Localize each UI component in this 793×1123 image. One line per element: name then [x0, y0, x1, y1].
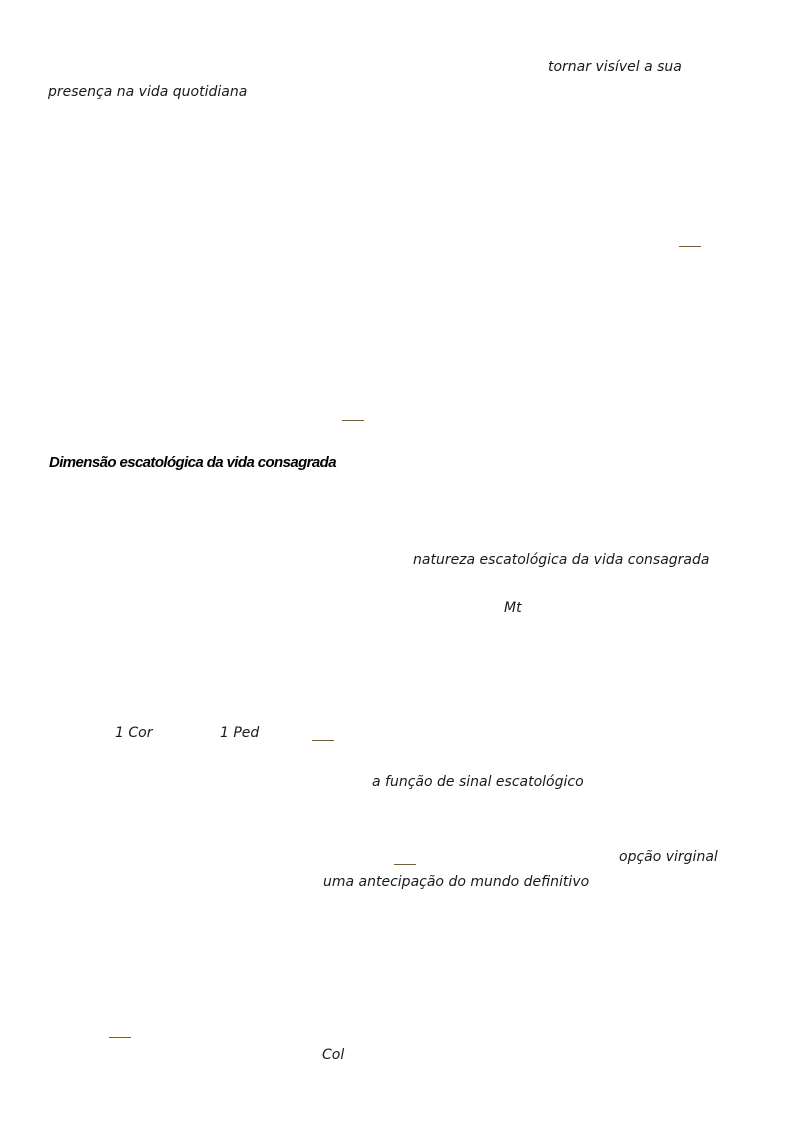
footnote-marker[interactable]	[109, 1037, 131, 1038]
footnote-marker[interactable]	[342, 420, 364, 421]
footnote-marker[interactable]	[312, 740, 334, 741]
section-heading: Dimensão escatológica da vida consagrada	[49, 454, 336, 471]
footnote-marker[interactable]	[679, 246, 701, 247]
italic-phrase-virginal-option: opção virginal	[619, 849, 718, 865]
italic-phrase-eschatological-sign: a função de sinal escatológico	[372, 774, 584, 790]
scripture-reference-1-cor: 1 Cor	[115, 725, 153, 741]
italic-phrase-daily-life: presença na vida quotidiana	[48, 84, 248, 100]
italic-phrase-visible-presence: tornar visível a sua	[548, 59, 682, 75]
italic-phrase-eschatological-nature: natureza escatológica da vida consagrada	[413, 552, 710, 568]
italic-phrase-anticipation: uma antecipação do mundo definitivo	[323, 874, 590, 890]
scripture-reference-col: Col	[322, 1047, 345, 1063]
scripture-reference-mt: Mt	[504, 600, 522, 616]
scripture-reference-1-ped: 1 Ped	[220, 725, 260, 741]
footnote-marker[interactable]	[394, 864, 416, 865]
